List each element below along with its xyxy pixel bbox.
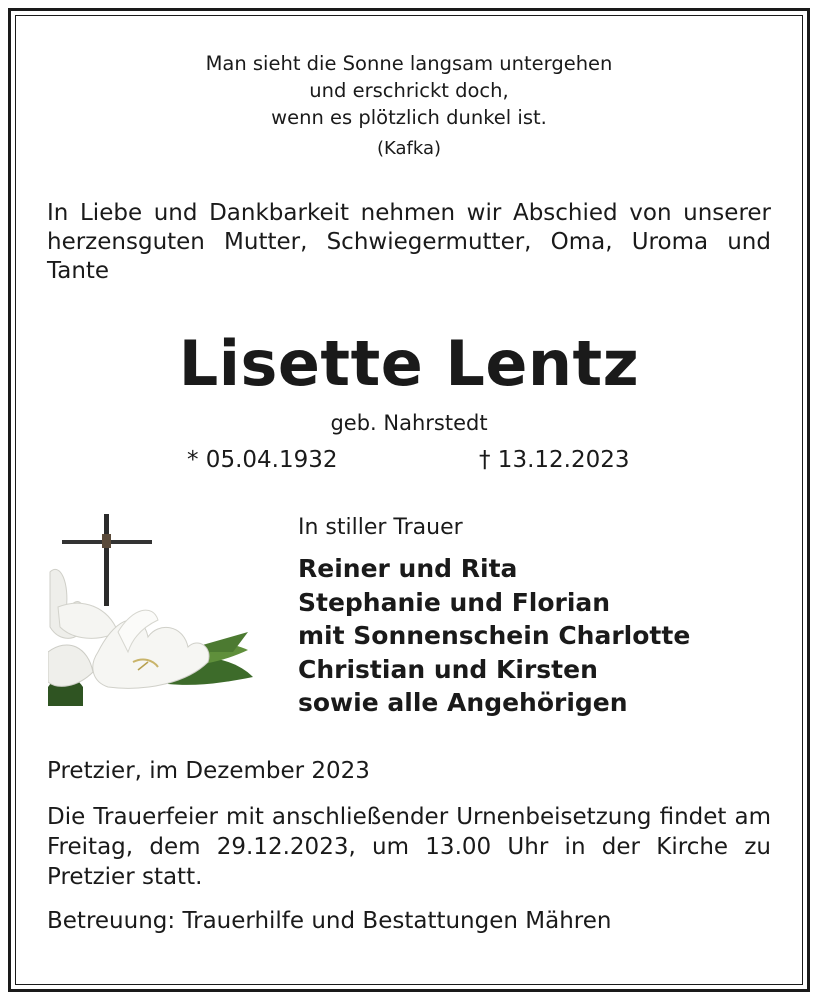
maiden-name: geb. Nahrstedt (330, 411, 488, 435)
lily-flowers-icon (48, 569, 253, 706)
list-item: mit Sonnenschein Charlotte (298, 621, 691, 650)
kafka-quote (60, 50, 758, 162)
birth-date: * 05.04.1932 (187, 447, 338, 473)
list-item: sowie alle Angehörigen (298, 688, 628, 717)
mourners-list (298, 552, 690, 720)
cross-icon (62, 514, 152, 606)
quote-line-3: wenn es plötzlich dunkel ist. (271, 106, 547, 129)
quote-source: (Kafka) (376, 138, 442, 159)
list-item: Christian und Kirsten (298, 654, 598, 684)
undertaker-info: Betreuung: Trauerhilfe und Bestattungen Mähren (47, 908, 612, 934)
mourning-label: In stiller Trauer (298, 515, 463, 540)
ceremony-info: Die Trauerfeier mit anschließender Urnenbeisetzung findet am Freitag, dem 29.12.2023, um 13.00 Uhr in der Kirche zu Pretzier statt. (47, 804, 771, 890)
deceased-name: Lisette Lentz (178, 327, 640, 400)
place-date: Pretzier, im Dezember 2023 (47, 758, 370, 784)
memorial-image (48, 512, 258, 706)
list-item: Reiner und Rita (298, 554, 518, 583)
death-date: † 13.12.2023 (479, 447, 630, 473)
intro-text: In Liebe und Dankbarkeit nehmen wir Abschied von unserer herzensguten Mutter, Schwiegermutter, Oma, Uroma und Tante (47, 200, 771, 284)
list-item: Stephanie und Florian (298, 587, 611, 617)
quote-line-2: und erschrickt doch, (309, 79, 509, 102)
quote-line-1: Man sieht die Sonne langsam untergehen (205, 52, 613, 75)
